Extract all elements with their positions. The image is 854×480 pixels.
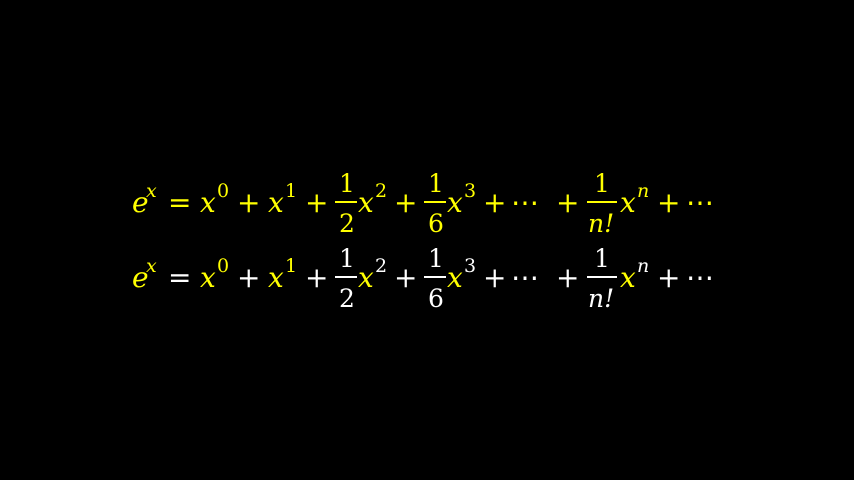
eq2-ellipsis-1: ⋯ — [511, 261, 539, 294]
eq1-term2-exp: 2 — [375, 180, 388, 202]
eq1-ellipsis-2: ⋯ — [686, 186, 714, 219]
eq1-lhs-exp: x — [146, 180, 157, 202]
eq1-term3-base: x — [447, 186, 463, 219]
eq2-frac3-bar — [424, 276, 446, 278]
eq2-frac3-numerator: 1 — [428, 244, 444, 273]
eq1-plus-6: + — [657, 186, 681, 219]
eq2-term2-base: x — [358, 261, 374, 294]
eq1-frac3-numerator: 1 — [428, 169, 444, 198]
eq1-term2-base: x — [358, 186, 374, 219]
eq2-plus-5: + — [556, 261, 580, 294]
eq1-plus-4: + — [483, 186, 507, 219]
eq2-plus-6: + — [657, 261, 681, 294]
eq1-ellipsis-1: ⋯ — [511, 186, 539, 219]
eq2-lhs-base: e — [132, 261, 149, 294]
eq1-lhs-base: e — [132, 186, 149, 219]
eq2-ellipsis-2: ⋯ — [686, 261, 714, 294]
eq2-term0-base: x — [200, 261, 216, 294]
eq2-termn-exp: n — [637, 255, 650, 277]
eq1-plus-3: + — [394, 186, 418, 219]
eq2-plus-2: + — [305, 261, 329, 294]
eq2-term0-exp: 0 — [217, 255, 230, 277]
eq1-term3-exp: 3 — [464, 180, 477, 202]
eq1-term1-base: x — [268, 186, 284, 219]
eq1-plus-5: + — [556, 186, 580, 219]
eq2-plus-1: + — [237, 261, 261, 294]
eq2-frac2-denominator: 2 — [339, 284, 355, 313]
eq1-frac3-denominator: 6 — [428, 209, 444, 238]
eq1-fracn-numerator: 1 — [594, 169, 610, 198]
eq1-termn-base: x — [620, 186, 636, 219]
eq1-frac2-denominator: 2 — [339, 209, 355, 238]
eq2-fracn-numerator: 1 — [594, 244, 610, 273]
eq2-frac3-denominator: 6 — [428, 284, 444, 313]
eq1-fracn-bar — [587, 201, 617, 203]
eq2-plus-4: + — [483, 261, 507, 294]
eq2-term1-exp: 1 — [285, 255, 298, 277]
eq2-term1-base: x — [268, 261, 284, 294]
eq1-term1-exp: 1 — [285, 180, 298, 202]
eq1-term0-base: x — [200, 186, 216, 219]
eq1-plus-1: + — [237, 186, 261, 219]
eq2-term2-exp: 2 — [375, 255, 388, 277]
eq2-term3-base: x — [447, 261, 463, 294]
eq2-frac2-numerator: 1 — [339, 244, 355, 273]
eq1-fracn-denominator: n! — [588, 209, 615, 238]
eq1-frac2-bar — [335, 201, 357, 203]
eq2-lhs-exp: x — [146, 255, 157, 277]
eq1-equals: = — [168, 186, 192, 219]
eq1-frac2-numerator: 1 — [339, 169, 355, 198]
eq2-fracn-bar — [587, 276, 617, 278]
equation-2 — [132, 244, 714, 313]
eq1-termn-exp: n — [637, 180, 650, 202]
eq2-fracn-denominator: n! — [588, 284, 615, 313]
eq2-plus-3: + — [394, 261, 418, 294]
eq2-equals: = — [168, 261, 192, 294]
eq2-frac2-bar — [335, 276, 357, 278]
eq1-plus-2: + — [305, 186, 329, 219]
equation-1 — [132, 169, 714, 238]
eq2-termn-base: x — [620, 261, 636, 294]
eq2-term3-exp: 3 — [464, 255, 477, 277]
eq1-term0-exp: 0 — [217, 180, 230, 202]
eq1-frac3-bar — [424, 201, 446, 203]
